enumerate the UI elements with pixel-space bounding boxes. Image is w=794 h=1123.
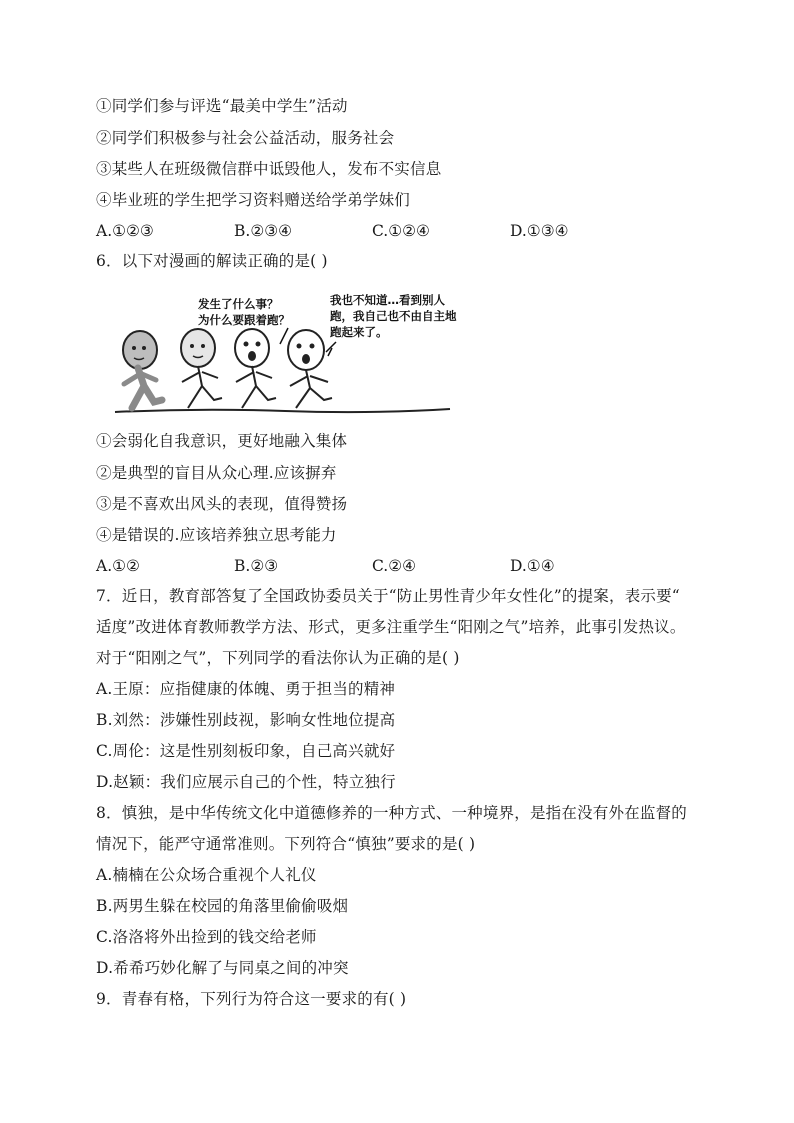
- bubble-right-line-1: 我也不知道…看到别人: [330, 293, 445, 307]
- q5-option-a[interactable]: A.①②③: [96, 222, 154, 240]
- q6-option-c[interactable]: C.②④: [372, 557, 417, 575]
- runner-2-figure: [181, 329, 222, 408]
- q6-option-b[interactable]: B.②③: [234, 557, 279, 575]
- q9-question: 9．青春有格，下列行为符合这一要求的有( ): [96, 990, 407, 1008]
- comic-illustration: [110, 288, 460, 420]
- runner-3-figure: [235, 329, 276, 408]
- q8-option-c[interactable]: C.洛洛将外出捡到的钱交给老师: [96, 928, 317, 946]
- q8-option-a[interactable]: A.楠楠在公众场合重视个人礼仪: [96, 866, 317, 884]
- q7-option-b[interactable]: B.刘然：涉嫌性别歧视，影响女性地位提高: [96, 711, 396, 729]
- q6-item-4: ④是错误的.应该培养独立思考能力: [96, 526, 337, 544]
- q6-question: 6．以下对漫画的解读正确的是( ): [96, 252, 328, 270]
- q5-item-3: ③某些人在班级微信群中诋毁他人，发布不实信息: [96, 160, 442, 178]
- q7-option-d[interactable]: D.赵颖：我们应展示自己的个性，特立独行: [96, 773, 396, 791]
- q7-line-1: 7．近日，教育部答复了全国政协委员关于“防止男性青少年女性化”的提案，表示要“: [96, 587, 680, 605]
- bubble-left-line-2: 为什么要跟着跑？: [198, 313, 290, 327]
- bubble-right-line-3: 跑起来了。: [330, 325, 388, 339]
- q6-item-3: ③是不喜欢出风头的表现，值得赞扬: [96, 495, 348, 513]
- runner-1-figure: [123, 331, 162, 408]
- bubble-left-line-1: 发生了什么事？: [198, 297, 279, 311]
- q5-item-2: ②同学们积极参与社会公益活动，服务社会: [96, 129, 395, 147]
- runner-4-figure: [288, 330, 332, 408]
- q8-line-2: 情况下，能严守通常准则。下列符合“慎独”要求的是( ): [96, 835, 476, 853]
- q6-item-1: ①会弱化自我意识，更好地融入集体: [96, 432, 348, 450]
- q8-line-1: 8．慎独，是中华传统文化中道德修养的一种方式、一种境界，是指在没有外在监督的: [96, 804, 687, 822]
- q7-option-c[interactable]: C.周伦：这是性别刻板印象，自己高兴就好: [96, 742, 396, 760]
- q8-option-d[interactable]: D.希希巧妙化解了与同桌之间的冲突: [96, 959, 349, 977]
- q8-option-b[interactable]: B.两男生躲在校园的角落里偷偷吸烟: [96, 897, 349, 915]
- q7-line-3: 对于“阳刚之气”，下列同学的看法你认为正确的是( ): [96, 649, 460, 667]
- q5-option-d[interactable]: D.①③④: [510, 222, 569, 240]
- q5-option-b[interactable]: B.②③④: [234, 222, 293, 240]
- q5-item-1: ①同学们参与评选“最美中学生”活动: [96, 97, 348, 115]
- q7-line-2: 适度”改进体育教师教学方法、形式，更多注重学生“阳刚之气”培养，此事引发热议。: [96, 618, 686, 636]
- q5-option-c[interactable]: C.①②④: [372, 222, 430, 240]
- q6-item-2: ②是典型的盲目从众心理.应该摒弃: [96, 464, 337, 482]
- q6-option-a[interactable]: A.①②: [96, 557, 140, 575]
- q5-item-4: ④毕业班的学生把学习资料赠送给学弟学妹们: [96, 191, 411, 209]
- q7-option-a[interactable]: A.王原：应指健康的体魄、勇于担当的精神: [96, 680, 396, 698]
- q6-option-d[interactable]: D.①④: [510, 557, 555, 575]
- bubble-right-line-2: 跑，我自己也不由自主地: [330, 309, 457, 323]
